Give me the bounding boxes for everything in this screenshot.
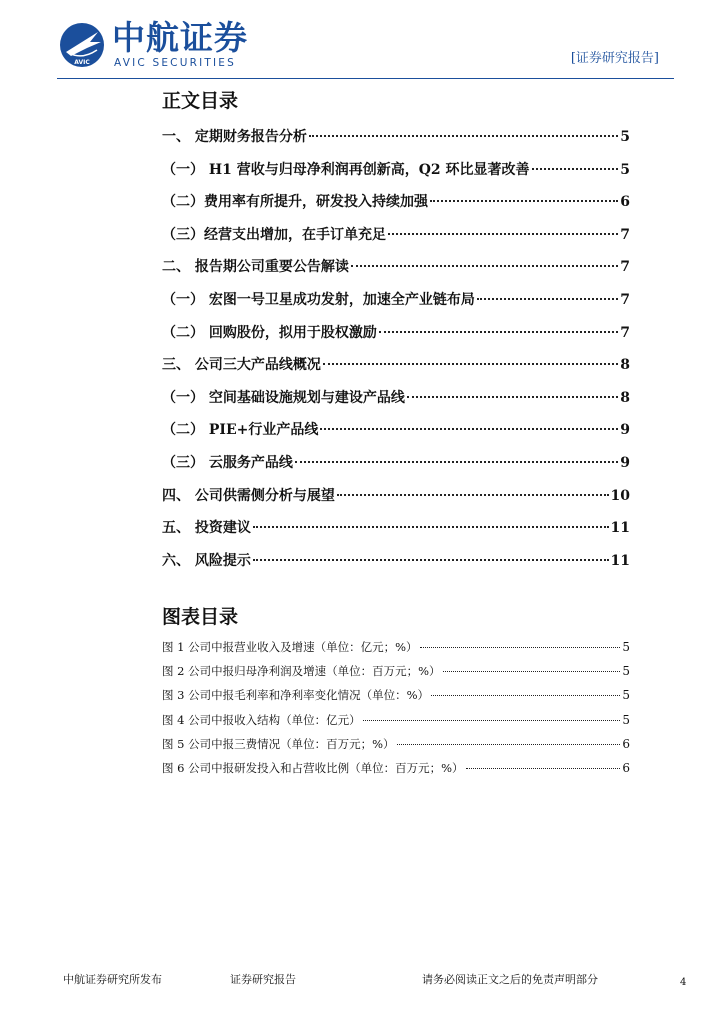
toc-entry-page: 5 xyxy=(620,161,630,178)
company-logo-en: AVIC SECURITIES xyxy=(114,57,236,69)
toc-entry-page: 9 xyxy=(620,422,630,439)
dot-leader xyxy=(388,233,618,235)
dot-leader xyxy=(337,494,609,496)
dot-leader xyxy=(351,265,618,267)
toc-entry[interactable] xyxy=(162,256,630,289)
figure-entry-label: 图 4 公司中报收入结构（单位：亿元） xyxy=(162,712,361,727)
toc-entry-label: 四、 公司供需侧分析与展望 xyxy=(162,487,335,504)
toc-entry-page: 11 xyxy=(610,520,630,537)
footer-disclaimer-note: 请务必阅读正文之后的免责声明部分 xyxy=(422,973,598,986)
logo-emblem-text: AVIC xyxy=(74,59,90,66)
figure-entry-page: 6 xyxy=(622,736,630,751)
toc-entry[interactable] xyxy=(162,485,630,518)
report-type-label: [证券研究报告] xyxy=(570,51,659,66)
toc-entry-page: 7 xyxy=(620,226,630,243)
toc-entry-page: 11 xyxy=(610,552,630,569)
figure-entry-page: 5 xyxy=(622,712,630,727)
toc-entry-page: 8 xyxy=(620,389,630,406)
toc-entry-label: 二、 报告期公司重要公告解读 xyxy=(162,259,349,276)
dot-leader xyxy=(253,526,609,528)
toc-entry-page: 8 xyxy=(620,357,630,374)
toc-entry-page: 7 xyxy=(620,324,630,341)
header-divider xyxy=(57,78,674,79)
toc-entry-label: （一） 空间基础设施规划与建设产品线 xyxy=(162,389,405,406)
dot-leader xyxy=(253,559,609,561)
figure-entry-page: 5 xyxy=(622,640,630,654)
company-logo-cn: 中航证券 xyxy=(112,18,248,57)
toc-entry-label: 一、 定期财务报告分析 xyxy=(162,129,307,145)
dot-leader xyxy=(477,298,618,300)
figure-entry-page: 5 xyxy=(622,664,630,679)
figure-entry-page: 6 xyxy=(622,760,630,775)
dot-leader xyxy=(397,744,621,745)
toc-entry-page: 10 xyxy=(610,487,630,504)
dot-leader xyxy=(379,331,618,333)
figure-entry-label: 图 1 公司中报营业收入及增速（单位：亿元；%） xyxy=(162,640,418,654)
toc-entry-page: 7 xyxy=(620,259,630,276)
toc-entry[interactable] xyxy=(162,517,630,550)
dot-leader xyxy=(323,363,618,365)
page-footer xyxy=(0,972,724,992)
toc-entry[interactable] xyxy=(162,419,630,452)
toc-entry-page: 7 xyxy=(620,291,630,308)
dot-leader xyxy=(363,720,621,721)
figure-entry[interactable] xyxy=(162,712,630,736)
dot-leader xyxy=(532,168,619,170)
toc-entry-page: 5 xyxy=(620,129,630,145)
dot-leader xyxy=(407,396,618,398)
toc-entry-label: （一） H1 营收与归母净利润再创新高，Q2 环比显著改善 xyxy=(162,161,530,178)
dot-leader xyxy=(430,200,618,202)
figure-entry[interactable] xyxy=(162,639,630,663)
toc-entry[interactable] xyxy=(162,322,630,355)
toc-list xyxy=(162,126,630,582)
figure-entry-label: 图 5 公司中报三费情况（单位：百万元；%） xyxy=(162,736,395,751)
toc-entry[interactable] xyxy=(162,224,630,257)
figure-entry[interactable] xyxy=(162,736,630,760)
toc-entry-label: 五、 投资建议 xyxy=(162,520,251,537)
toc-entry-page: 9 xyxy=(620,454,630,471)
toc-title: 正文目录 xyxy=(162,90,239,112)
dot-leader xyxy=(443,671,621,672)
toc-entry-page: 6 xyxy=(620,194,630,211)
toc-entry-label: 三、 公司三大产品线概况 xyxy=(162,357,321,374)
toc-entry-label: （三） 云服务产品线 xyxy=(162,454,293,471)
toc-entry[interactable] xyxy=(162,452,630,485)
figure-entry[interactable] xyxy=(162,760,630,784)
dot-leader xyxy=(420,647,621,648)
toc-entry-label: 六、 风险提示 xyxy=(162,552,251,569)
toc-entry-label: （一） 宏图一号卫星成功发射，加速全产业链布局 xyxy=(162,291,475,308)
toc-entry-label: （二） 回购股份，拟用于股权激励 xyxy=(162,324,377,341)
footer-publisher: 中航证券研究所发布 xyxy=(63,973,162,986)
figure-entry-label: 图 3 公司中报毛利率和净利率变化情况（单位：%） xyxy=(162,688,430,703)
toc-entry[interactable] xyxy=(162,387,630,420)
page-header xyxy=(0,0,724,82)
dot-leader xyxy=(320,428,618,430)
page-number: 4 xyxy=(680,977,687,988)
figure-list xyxy=(162,639,630,784)
toc-entry-label: （三）经营支出增加，在手订单充足 xyxy=(162,226,386,243)
toc-entry[interactable] xyxy=(162,159,630,192)
footer-report-type: 证券研究报告 xyxy=(230,973,296,986)
toc-entry[interactable] xyxy=(162,191,630,224)
figure-list-title: 图表目录 xyxy=(162,606,239,628)
dot-leader xyxy=(431,695,620,696)
figure-entry-page: 5 xyxy=(622,688,630,703)
toc-entry[interactable] xyxy=(162,126,630,159)
figure-entry-label: 图 6 公司中报研发投入和占营收比例（单位：百万元；%） xyxy=(162,760,464,775)
dot-leader xyxy=(295,461,618,463)
dot-leader xyxy=(466,768,621,769)
toc-entry-label: （二） PIE+行业产品线 xyxy=(162,422,319,439)
figure-entry-label: 图 2 公司中报归母净利润及增速（单位：百万元；%） xyxy=(162,664,441,679)
avic-logo-icon xyxy=(57,20,107,70)
dot-leader xyxy=(309,135,618,137)
figure-entry[interactable] xyxy=(162,663,630,687)
figure-entry[interactable] xyxy=(162,687,630,711)
toc-entry[interactable] xyxy=(162,289,630,322)
toc-entry-label: （二）费用率有所提升，研发投入持续加强 xyxy=(162,194,428,211)
toc-entry[interactable] xyxy=(162,354,630,387)
toc-entry[interactable] xyxy=(162,550,630,583)
